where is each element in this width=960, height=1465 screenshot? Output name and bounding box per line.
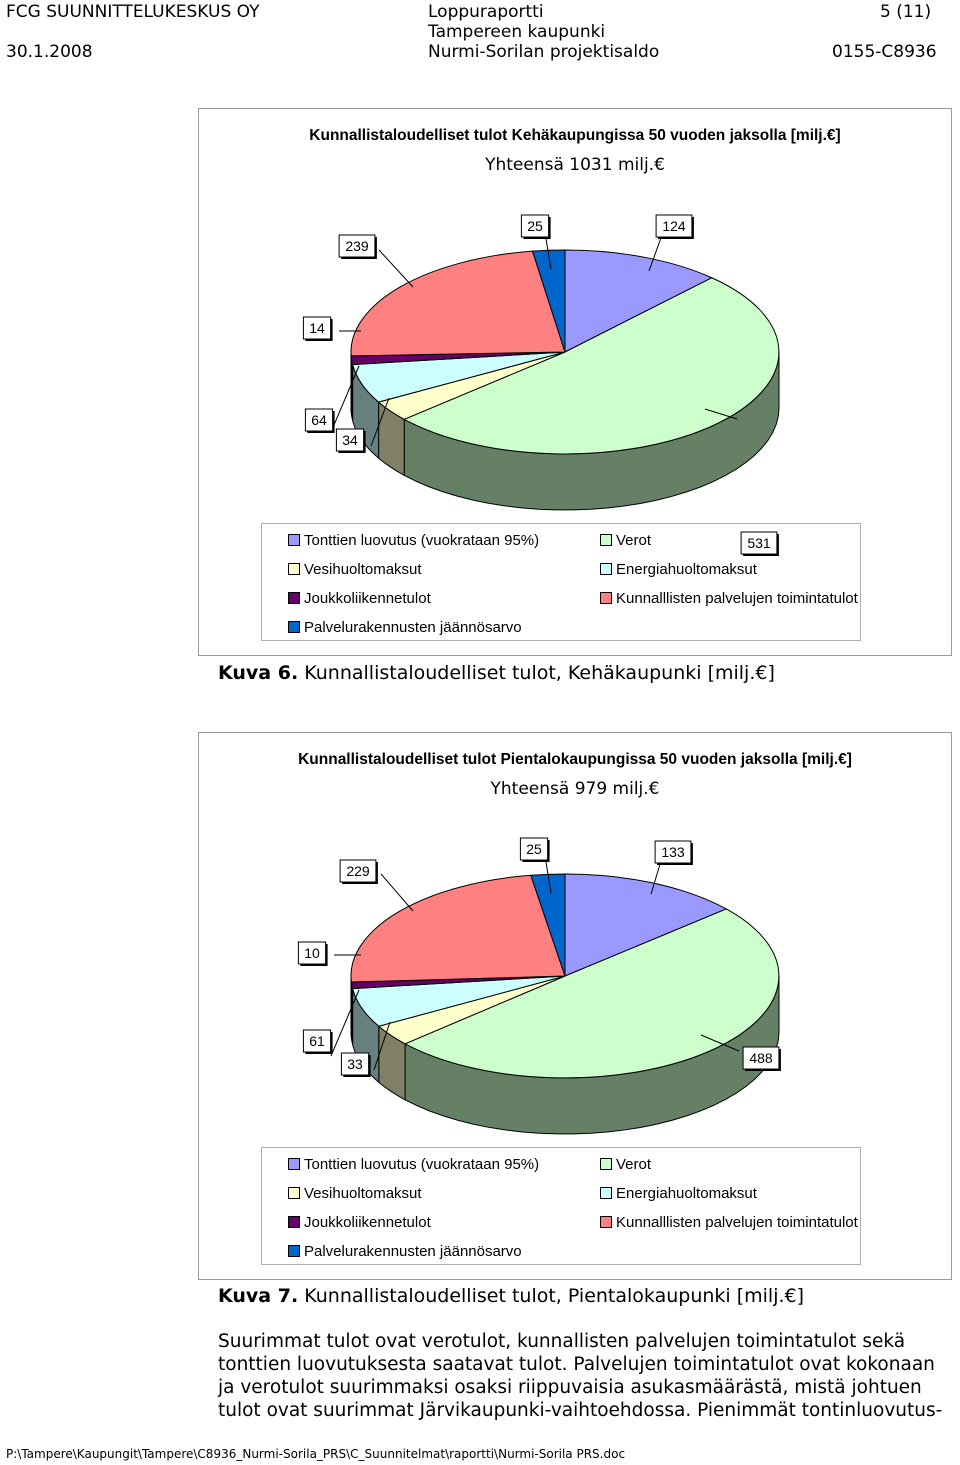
- legend-label: Palvelurakennusten jäännösarvo: [304, 1243, 522, 1260]
- legend-label: Tonttien luovutus (vuokrataan 95%): [304, 532, 540, 549]
- legend-label: Energiahuoltomaksut: [616, 1185, 757, 1202]
- body-paragraph: [218, 1330, 958, 1422]
- legend-swatch: [600, 592, 612, 604]
- legend-label: Kunnalllisten palvelujen toimintatulot: [616, 1214, 858, 1231]
- chart-subtitle: Yhteensä 1031 milj.€: [485, 155, 665, 175]
- pie-slice-kunnalllisten-palvelujen-toimintatulot: [351, 875, 565, 982]
- header-date: 30.1.2008: [6, 42, 93, 62]
- pie-top: [351, 250, 779, 454]
- legend-item-joukkoliikennetulot: [288, 1214, 431, 1231]
- header-client: Tampereen kaupunki: [428, 22, 606, 42]
- figure-caption-7: [218, 1285, 804, 1307]
- legend-swatch: [288, 1216, 300, 1228]
- chart-kehakaupunki: [198, 108, 952, 656]
- legend-label: Energiahuoltomaksut: [616, 561, 757, 578]
- leader-line: [381, 874, 413, 911]
- data-label-palvelurakennusten-j-nn-sarvo: [521, 215, 550, 239]
- legend-item-kunnalllisten-palvelujen-toimintatulot: [600, 1214, 858, 1231]
- data-label-text: 124: [662, 218, 686, 234]
- legend-item-verot: [600, 1156, 651, 1173]
- data-label-joukkoliikennetulot: [298, 942, 327, 966]
- data-label-vesihuoltomaksut: [341, 1053, 370, 1077]
- chart-title: Kunnallistaloudelliset tulot Kehäkaupungissa 50 vuoden jaksolla [milj.€]: [309, 127, 841, 144]
- data-label-palvelurakennusten-j-nn-sarvo: [520, 838, 549, 862]
- body-line: tulot ovat suurimmat Järvikaupunki-vaihtoehdossa. Pienimmät tontinluovutus-: [218, 1400, 943, 1421]
- legend-swatch: [600, 1187, 612, 1199]
- pie-top: [351, 874, 779, 1078]
- legend-swatch: [288, 592, 300, 604]
- chart-legend: [261, 1147, 861, 1265]
- caption-number: Kuva 7.: [218, 1285, 299, 1307]
- caption-text: Kunnallistaloudelliset tulot, Kehäkaupunki [milj.€]: [298, 662, 775, 684]
- legend-swatch: [288, 534, 300, 546]
- leader-line: [379, 250, 413, 287]
- legend-label: Tonttien luovutus (vuokrataan 95%): [304, 1156, 540, 1173]
- header-code: 0155-C8936: [832, 42, 937, 62]
- legend-swatch: [288, 621, 300, 633]
- data-label-text: 61: [309, 1033, 325, 1049]
- data-label-vesihuoltomaksut: [336, 429, 365, 453]
- legend-swatch: [600, 563, 612, 575]
- data-label-text: 10: [304, 945, 320, 961]
- chart-pientalokaupunki: [198, 732, 952, 1280]
- legend-item-tonttien-luovutus-vuokrataan-95: [288, 532, 539, 549]
- legend-swatch: [600, 534, 612, 546]
- body-line: Suurimmat tulot ovat verotulot, kunnallisten palvelujen toimintatulot sekä: [218, 1331, 906, 1352]
- legend-swatch: [288, 1158, 300, 1170]
- legend-item-joukkoliikennetulot: [288, 590, 431, 607]
- legend-label: Verot: [616, 532, 652, 549]
- data-label-tonttien-luovutus-vuokrataan-95: [656, 215, 694, 239]
- caption-number: Kuva 6.: [218, 662, 299, 684]
- legend-item-vesihuoltomaksut: [288, 561, 422, 578]
- data-label-energiahuoltomaksut: [303, 1030, 332, 1054]
- data-label-text: 239: [345, 238, 369, 254]
- legend-item-vesihuoltomaksut: [288, 1185, 422, 1202]
- legend-label: Kunnalllisten palvelujen toimintatulot: [616, 590, 858, 607]
- header-project: Nurmi-Sorilan projektisaldo: [428, 42, 660, 62]
- data-label-text: 64: [311, 412, 327, 428]
- data-label-text: 229: [346, 863, 370, 879]
- legend-item-kunnalllisten-palvelujen-toimintatulot: [600, 590, 858, 607]
- chart-legend: [261, 523, 861, 641]
- caption-text: Kunnallistaloudelliset tulot, Pientalokaupunki [milj.€]: [298, 1285, 805, 1307]
- data-label-energiahuoltomaksut: [305, 409, 334, 433]
- body-line: tonttien luovutuksesta saatavat tulot. Palvelujen toimintatulot ovat kokonaan: [218, 1354, 935, 1375]
- data-label-kunnalllisten-palvelujen-toimintatulot: [339, 235, 377, 259]
- body-line: ja verotulot suurimmaksi osaksi riippuvaisia asukasmäärästä, mistä johtuen: [218, 1377, 922, 1398]
- legend-swatch: [600, 1158, 612, 1170]
- data-label-joukkoliikennetulot: [303, 317, 332, 341]
- footer-path: P:\Tampere\Kaupungit\Tampere\C8936_Nurmi-Sorila_PRS\C_Suunnitelmat\raportti\Nurmi-Sorila PRS.doc: [6, 1447, 626, 1461]
- legend-item-energiahuoltomaksut: [600, 561, 757, 578]
- legend-item-palvelurakennusten-j-nn-sarvo: [288, 1243, 522, 1260]
- legend-swatch: [288, 1187, 300, 1199]
- data-label-text: 14: [309, 320, 325, 336]
- legend-label: Vesihuoltomaksut: [304, 561, 422, 578]
- legend-item-tonttien-luovutus-vuokrataan-95: [288, 1156, 539, 1173]
- legend-item-energiahuoltomaksut: [600, 1185, 757, 1202]
- pie-chart-svg: [199, 733, 951, 1143]
- figure-caption-6: [218, 662, 775, 684]
- data-label-text: 25: [526, 841, 542, 857]
- header-doc-type: Loppuraportti: [428, 2, 544, 22]
- data-label-text: 33: [347, 1056, 363, 1072]
- legend-label: Verot: [616, 1156, 652, 1173]
- legend-swatch: [288, 1245, 300, 1257]
- data-label-text: 488: [749, 1050, 773, 1066]
- data-label-text: 25: [527, 218, 543, 234]
- chart-title: Kunnallistaloudelliset tulot Pientalokaupungissa 50 vuoden jaksolla [milj.€]: [298, 751, 852, 768]
- legend-swatch: [600, 1216, 612, 1228]
- legend-label: Vesihuoltomaksut: [304, 1185, 422, 1202]
- header-company: FCG SUUNNITTELUKESKUS OY: [6, 2, 260, 22]
- data-label-tonttien-luovutus-vuokrataan-95: [655, 841, 693, 865]
- legend-item-verot: [600, 532, 651, 549]
- legend-swatch: [288, 563, 300, 575]
- data-label-kunnalllisten-palvelujen-toimintatulot: [340, 860, 378, 884]
- chart-subtitle: Yhteensä 979 milj.€: [490, 779, 660, 799]
- legend-label: Joukkoliikennetulot: [304, 1214, 431, 1231]
- pie-slice-kunnalllisten-palvelujen-toimintatulot: [351, 251, 565, 356]
- data-label-text: 34: [342, 432, 358, 448]
- legend-item-palvelurakennusten-j-nn-sarvo: [288, 619, 522, 636]
- data-label-text: 531: [747, 535, 771, 551]
- header-page: 5 (11): [880, 2, 932, 22]
- legend-label: Joukkoliikennetulot: [304, 590, 431, 607]
- legend-label: Palvelurakennusten jäännösarvo: [304, 619, 522, 636]
- data-label-text: 133: [661, 844, 685, 860]
- data-label-verot: [743, 1047, 781, 1071]
